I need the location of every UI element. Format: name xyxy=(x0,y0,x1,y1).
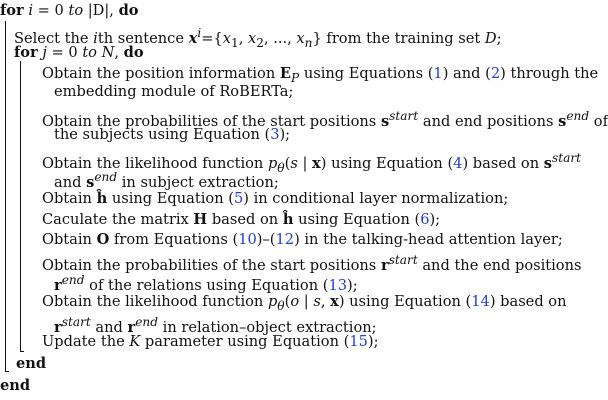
step-subject-likelihood: Obtain the likelihood function $p_\theta(s$ | x) using Equation (4) based on $s^{start}$ xyxy=(42,151,582,175)
outer-loop-rule-end xyxy=(5,371,9,372)
outer-end-keyword: end xyxy=(0,377,31,394)
step-relation-probabilities-cont: $r^{end}$ of the relations using Equation (13); xyxy=(54,273,358,294)
step-subject-probabilities-cont: the subjects using Equation (3); xyxy=(54,126,291,143)
step-position-info: Obtain the position information $E_P$ using Equations (1) and (2) through the xyxy=(42,65,599,85)
step-update-k: Update the K parameter using Equation (15); xyxy=(42,333,379,350)
step-talking-head-attention: Obtain O from Equations (10)–(12) in the talking-head attention layer; xyxy=(42,231,563,248)
step-matrix-h: Caculate the matrix H based on ĥ using Equation (6); xyxy=(42,211,441,228)
step-subject-likelihood-cont: and $s^{end}$ in subject extraction; xyxy=(54,170,279,191)
outer-loop-rule xyxy=(5,21,6,372)
step-position-info-cont: embedding module of RoBERTa; xyxy=(54,83,294,100)
step-relation-likelihood: Obtain the likelihood function $p_\theta(o$ | s, x) using Equation (14) based on xyxy=(42,293,567,313)
inner-end-keyword: end xyxy=(16,355,47,372)
step-conditional-layer-norm: Obtain ĥ using Equation (5) in conditional layer normalization; xyxy=(42,190,509,207)
inner-for-line: for j = 0 to N, do xyxy=(14,44,144,61)
outer-for-line: for i = 0 to |D|, do xyxy=(0,2,139,19)
inner-loop-rule-end xyxy=(20,351,24,352)
select-sentence-line: Select the ith sentence $x^i=\{x_1$, $x_2$, ..., $x_n$} from the training set D; xyxy=(14,26,502,50)
step-subject-probabilities: Obtain the probabilities of the start positions $s^{start}$ and end positions $s^{end}$ of xyxy=(42,109,608,130)
step-relation-probabilities: Obtain the probabilities of the start positions $r^{start}$ and the end positions xyxy=(42,253,582,274)
inner-loop-rule xyxy=(20,61,21,352)
step-relation-likelihood-cont: $r^{start}$ and $r^{end}$ in relation–object extraction; xyxy=(54,315,377,336)
